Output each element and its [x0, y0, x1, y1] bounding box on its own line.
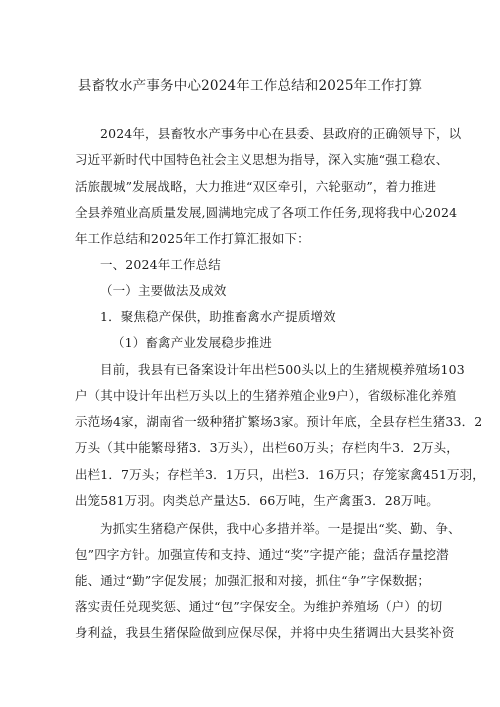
paragraph-line: 示范场4家，湖南省一级种猪扩繁场3家。预计年底，全县存栏生猪33．2: [75, 414, 483, 429]
document-title: 县畜牧水产事务中心2024年工作总结和2025年工作打算: [77, 78, 423, 94]
paragraph-line: 习近平新时代中国特色社会主义思想为指导，深入实施“强工稳农、: [75, 152, 449, 167]
paragraph-line: 户（其中设计年出栏万头以上的生猪养殖企业9户），省级标准化养殖: [75, 388, 457, 403]
paragraph-line: 为抓实生猪稳产保供，我中心多措并举。一是提出“奖、勤、争、: [100, 521, 461, 536]
paragraph-line: 目前，我县有已备案设计年出栏500头以上的生猪规模养殖场103: [100, 362, 465, 377]
paragraph-line: 万头（其中能繁母猪3．3万头），出栏60万头；存栏肉牛3．2万头，: [75, 440, 459, 455]
paragraph-line: 身利益，我县生猪保险做到应保尽保，并将中央生猪调出大县奖补资: [75, 625, 455, 640]
item-heading: 1．聚焦稳产保供，助推畜禽水产提质增效: [100, 309, 336, 324]
paragraph-line: 活旅靓城”发展战略，大力推进“双区牵引，六轮驱动”，着力推进: [75, 179, 437, 194]
subitem-heading: （1）畜禽产业发展稳步推进: [112, 335, 272, 350]
paragraph-line: 包”四字方针。加强宣传和支持、通过“奖”字提产能；盘活存量挖潜: [75, 547, 449, 562]
paragraph-line: 年工作总结和2025年工作打算汇报如下：: [75, 231, 310, 246]
paragraph-line: 出笼581万羽。肉类总产量达5．66万吨，生产禽蛋3．28万吨。: [75, 493, 439, 508]
paragraph-line: 出栏1．7万头；存栏羊3．1万只，出栏3．16万只；存笼家禽451万羽，: [75, 467, 485, 482]
section-heading: 一、2024年工作总结: [100, 257, 221, 272]
subsection-heading: （一）主要做法及成效: [100, 283, 227, 298]
paragraph-line: 能、通过“勤”字促发展；加强汇报和对接，抓住“争”字保数据；: [75, 573, 431, 588]
paragraph-line: 落实责任兑现奖惩、通过“包”字保安全。为维护养殖场（户）的切: [75, 599, 443, 614]
paragraph-line: 2024年，县畜牧水产事务中心在县委、县政府的正确领导下，以: [100, 126, 462, 141]
paragraph-line: 全县养殖业高质量发展,圆满地完成了各项工作任务,现将我中心2024: [75, 205, 458, 220]
